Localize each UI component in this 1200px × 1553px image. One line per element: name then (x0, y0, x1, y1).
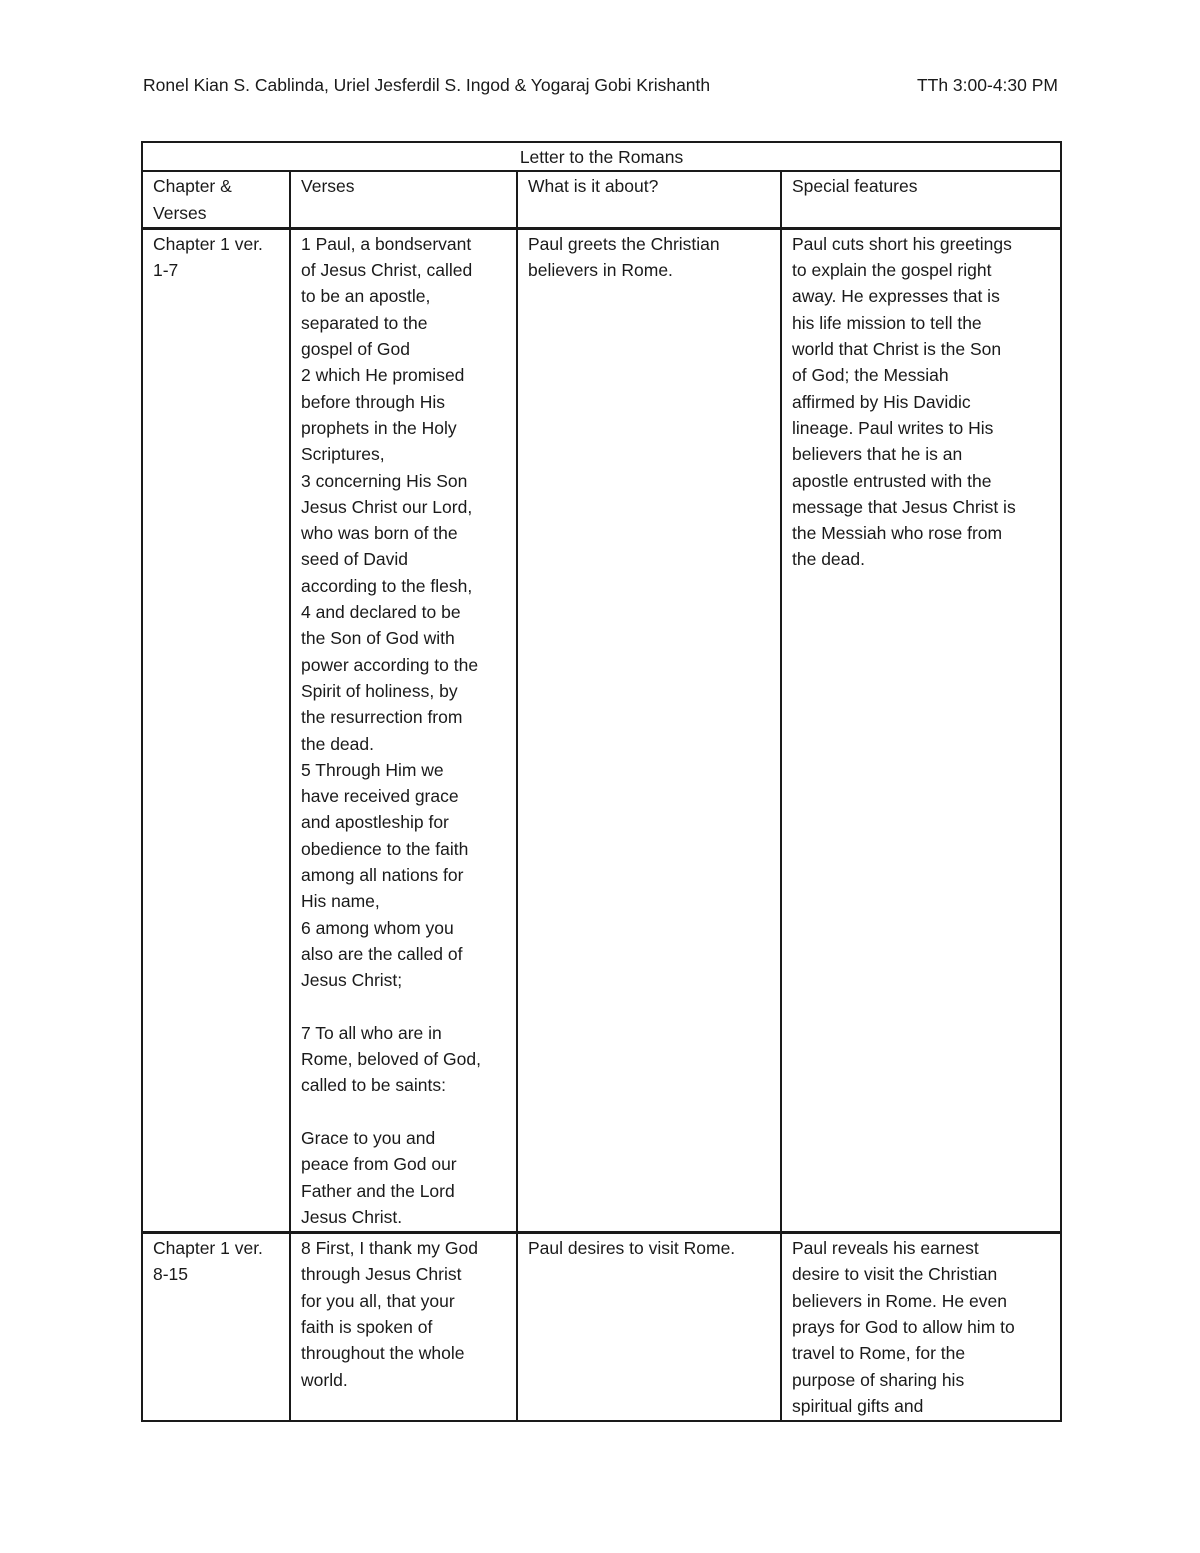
chapter-cell: Chapter 1 ver. 1-7 (142, 228, 290, 1232)
header-authors: Ronel Kian S. Cablinda, Uriel Jesferdil S. Ingod & Yogaraj Gobi Krishanth (143, 75, 711, 95)
chapter-cell: Chapter 1 ver. 8-15 (142, 1233, 290, 1422)
about-cell: Paul greets the Christian believers in Rome. (517, 228, 781, 1232)
table-row (142, 1233, 1061, 1422)
page-header (143, 72, 1058, 98)
table-title-row (142, 142, 1061, 171)
features-cell: Paul reveals his earnest desire to visit the Christian believers in Rome. He even prays for God to allow him to travel to Rome, for the purpose of sharing his spiritual gifts and (781, 1233, 1061, 1422)
verses-cell: 1 Paul, a bondservant of Jesus Christ, called to be an apostle, separated to the gospel of God 2 which He promised before through His prophets in the Holy Scriptures, 3 concerning His Son Jesus Christ our Lord, who was born of the seed of David according to the flesh, 4 and declared to be the Son of God with power according to the Spirit of holiness, by the resurrection from the dead. 5 Through Him we have received grace and apostleship for obedience to the faith among all nations for His name, 6 among whom you also are the called of Jesus Christ; 7 To all who are in Rome, beloved of God, called to be saints: Grace to you and peace from God our Father and the Lord Jesus Christ. (290, 228, 517, 1232)
column-header-about: What is it about? (517, 171, 781, 228)
romans-table (141, 141, 1062, 1422)
table-row (142, 228, 1061, 1232)
about-cell: Paul desires to visit Rome. (517, 1233, 781, 1422)
header-schedule: TTh 3:00-4:30 PM (916, 75, 1058, 95)
verses-cell: 8 First, I thank my God through Jesus Christ for you all, that your faith is spoken of throughout the whole world. (290, 1233, 517, 1422)
table-title: Letter to the Romans (142, 142, 1061, 171)
column-header-chapter: Chapter & Verses (142, 171, 290, 228)
table-header-row (142, 171, 1061, 228)
features-cell: Paul cuts short his greetings to explain the gospel right away. He expresses that is his life mission to tell the world that Christ is the Son of God; the Messiah affirmed by His Davidic lineage. Paul writes to His believers that he is an apostle entrusted with the message that Jesus Christ is the Messiah who rose from the dead. (781, 228, 1061, 1232)
column-header-features: Special features (781, 171, 1061, 228)
column-header-verses: Verses (290, 171, 517, 228)
